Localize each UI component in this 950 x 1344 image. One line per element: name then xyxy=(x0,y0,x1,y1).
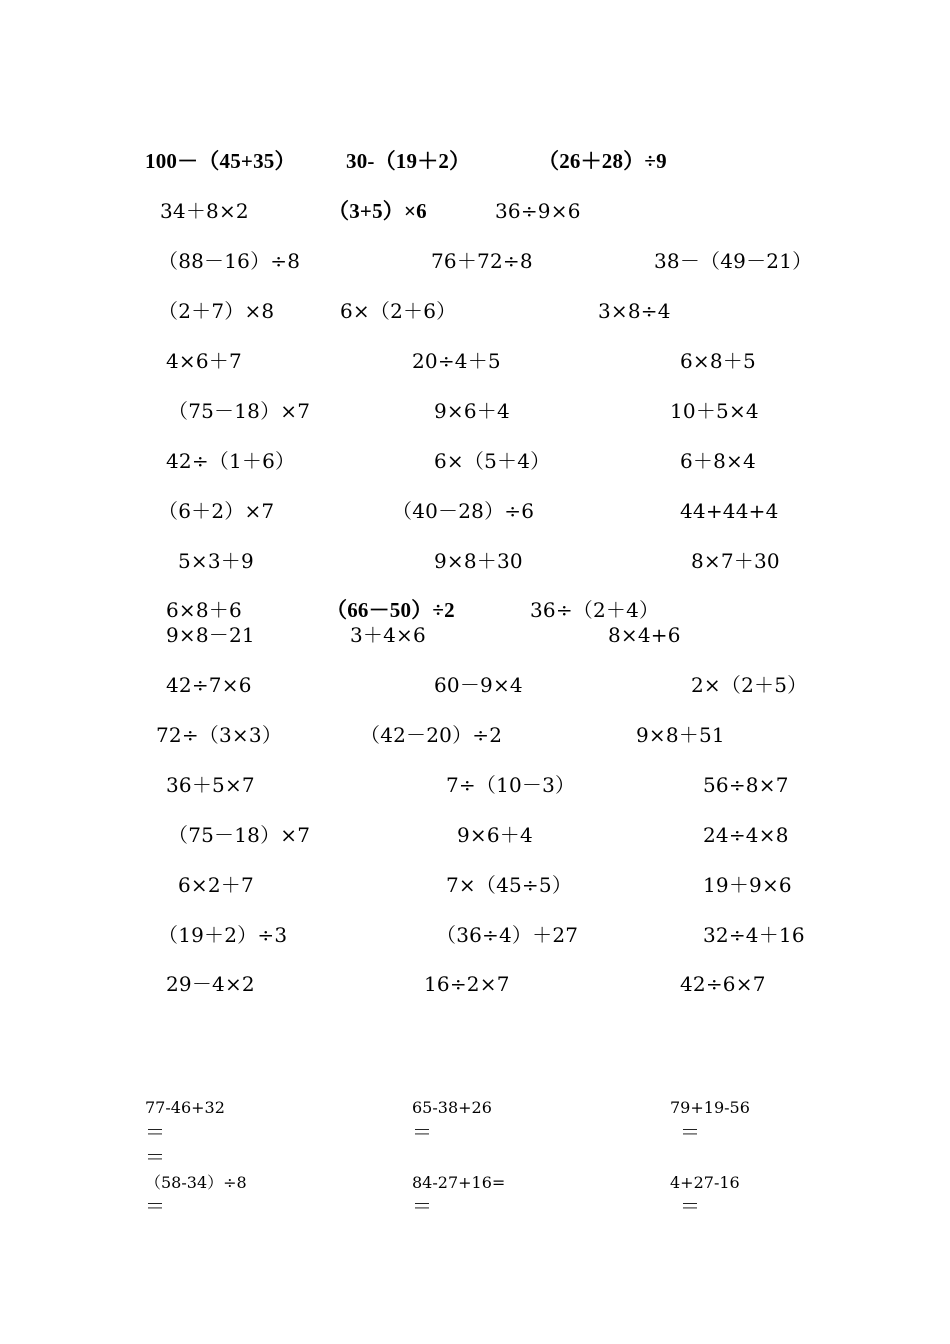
practice-problem: 79+19-56 xyxy=(670,1098,750,1117)
equals-sign: ＝ xyxy=(145,1145,165,1169)
expression: 76＋72÷8 xyxy=(431,249,533,273)
expression: 6＋8×4 xyxy=(680,449,756,473)
expression: 8×4+6 xyxy=(608,623,681,647)
expression: 9×8＋30 xyxy=(434,549,523,573)
expression: （75－18）×7 xyxy=(168,823,311,847)
expression: 6×（2＋6） xyxy=(340,299,457,323)
expression: （36÷4）＋27 xyxy=(436,923,579,947)
expression: （75－18）×7 xyxy=(168,399,311,423)
expression: 5×3＋9 xyxy=(178,549,254,573)
expression: 42÷7×6 xyxy=(166,673,252,697)
practice-problem: 65-38+26 xyxy=(412,1098,492,1117)
expression: 10＋5×4 xyxy=(670,399,759,423)
practice-problem: （58-34）÷8 xyxy=(145,1173,247,1192)
equals-sign: ＝ xyxy=(145,1120,165,1144)
expression: 60－9×4 xyxy=(434,673,523,697)
expression: 29－4×2 xyxy=(166,972,255,996)
expression: 6×2＋7 xyxy=(178,873,254,897)
expression: 100－（45+35） xyxy=(145,149,296,173)
expression: 2×（2＋5） xyxy=(691,673,808,697)
equals-sign: ＝ xyxy=(412,1120,432,1144)
equals-sign: ＝ xyxy=(680,1120,700,1144)
expression: 36÷（2＋4） xyxy=(530,598,660,622)
expression: 6×（5＋4） xyxy=(434,449,551,473)
expression: 9×8－21 xyxy=(166,623,255,647)
expression: 42÷（1＋6） xyxy=(166,449,296,473)
expression: 24÷4×8 xyxy=(703,823,789,847)
expression: 7×（45÷5） xyxy=(446,873,573,897)
expression: 16÷2×7 xyxy=(424,972,510,996)
expression: 3＋4×6 xyxy=(350,623,426,647)
practice-problem: 84-27+16= xyxy=(412,1173,506,1192)
expression: 9×6＋4 xyxy=(434,399,510,423)
expression: 8×7＋30 xyxy=(691,549,780,573)
expression: 20÷4＋5 xyxy=(412,349,501,373)
practice-problem: 4+27-16 xyxy=(670,1173,740,1192)
expression: （3+5）×6 xyxy=(328,199,427,223)
expression: 30-（19＋2） xyxy=(346,149,471,173)
expression: 44+44+4 xyxy=(680,499,779,523)
expression: 36÷9×6 xyxy=(495,199,581,223)
expression: （42－20）÷2 xyxy=(360,723,503,747)
expression: 38－（49－21） xyxy=(654,249,813,273)
expression: （2＋7）×8 xyxy=(158,299,275,323)
expression: 36＋5×7 xyxy=(166,773,255,797)
expression: 9×8＋51 xyxy=(636,723,725,747)
expression: （40－28）÷6 xyxy=(392,499,535,523)
expression: 34＋8×2 xyxy=(160,199,249,223)
expression: （66－50）÷2 xyxy=(326,598,455,622)
expression: 72÷（3×3） xyxy=(156,723,283,747)
expression: 42÷6×7 xyxy=(680,972,766,996)
expression: 32÷4＋16 xyxy=(703,923,805,947)
expression: 6×8＋5 xyxy=(680,349,756,373)
expression: 9×6＋4 xyxy=(457,823,533,847)
equals-sign: ＝ xyxy=(680,1194,700,1218)
expression: （88－16）÷8 xyxy=(158,249,301,273)
expression: 3×8÷4 xyxy=(598,299,671,323)
expression: 4×6＋7 xyxy=(166,349,242,373)
equals-sign: ＝ xyxy=(145,1194,165,1218)
expression: （26＋28）÷9 xyxy=(538,149,667,173)
equals-sign: ＝ xyxy=(412,1194,432,1218)
practice-problem: 77-46+32 xyxy=(145,1098,225,1117)
expression: （6＋2）×7 xyxy=(158,499,275,523)
expression: 56÷8×7 xyxy=(703,773,789,797)
expression: 6×8＋6 xyxy=(166,598,242,622)
expression: 7÷（10－3） xyxy=(446,773,576,797)
expression: （19＋2）÷3 xyxy=(158,923,288,947)
expression: 19＋9×6 xyxy=(703,873,792,897)
